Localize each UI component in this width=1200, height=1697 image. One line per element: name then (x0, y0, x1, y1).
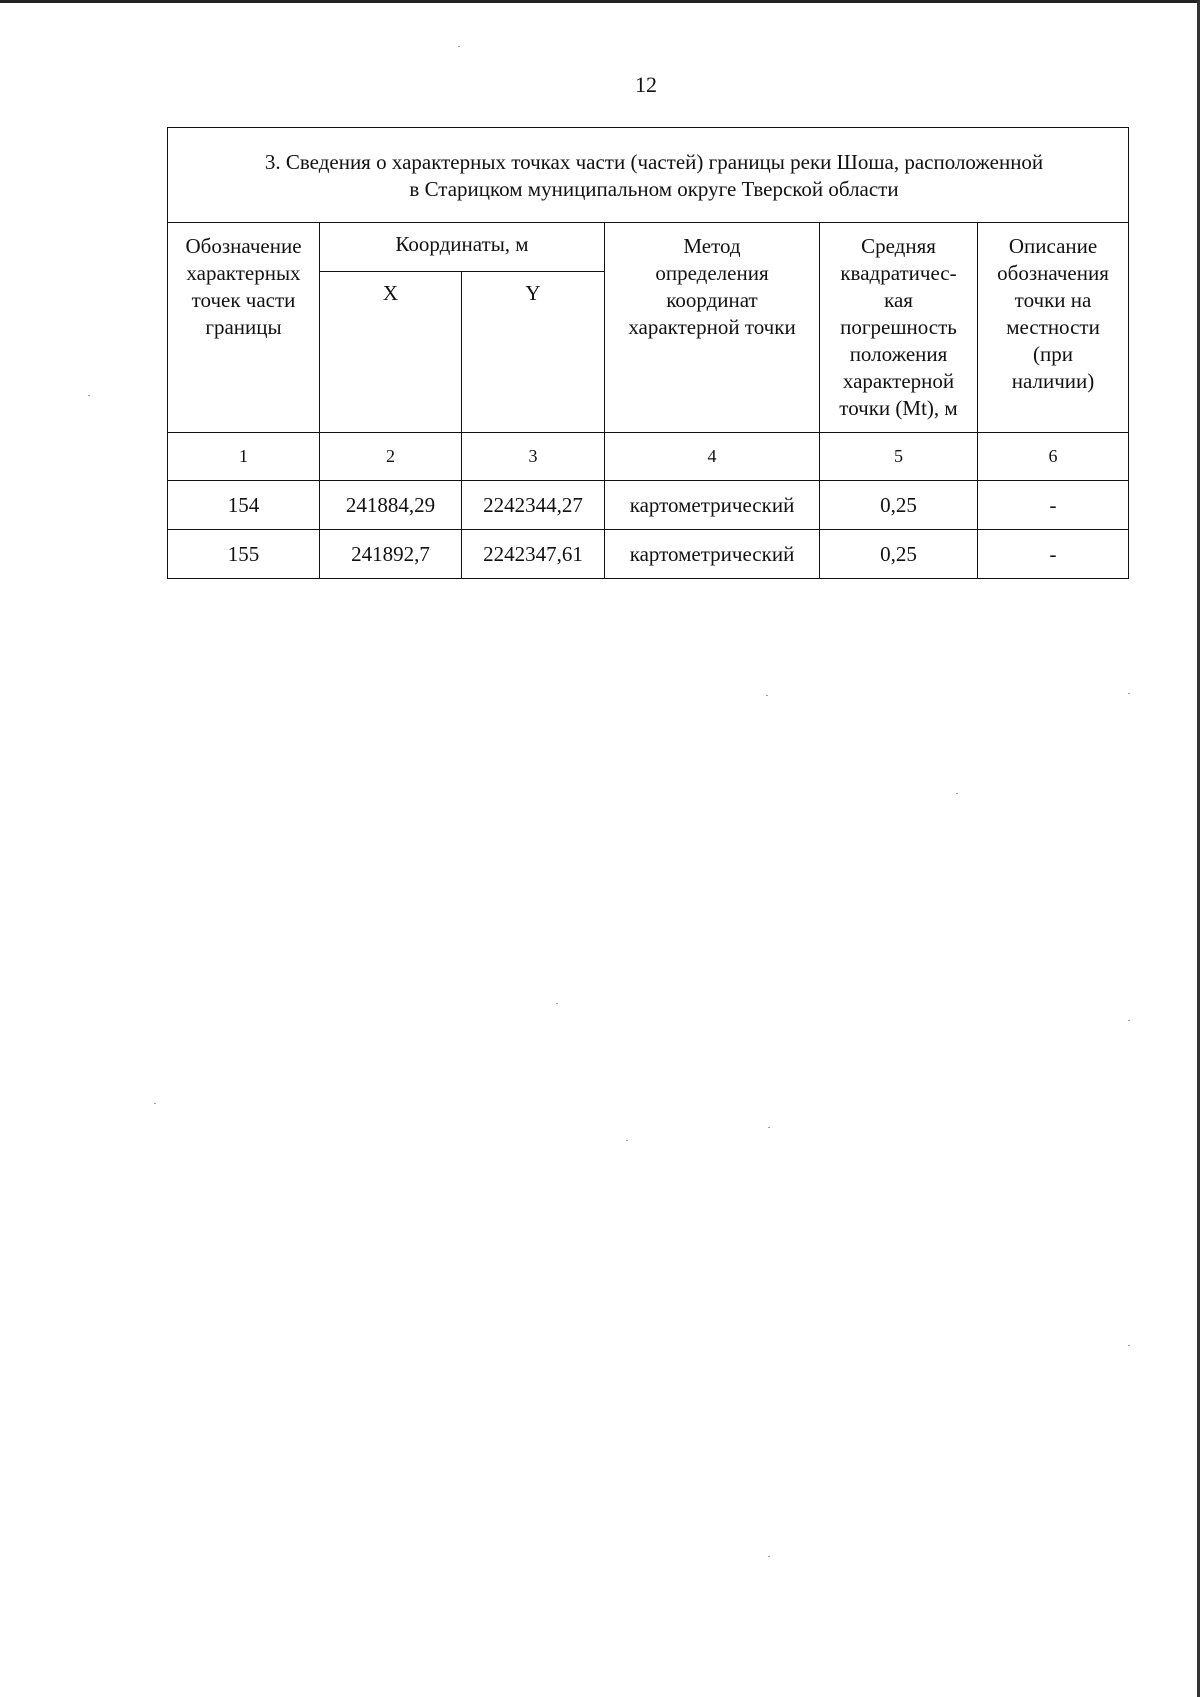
header-method (605, 223, 820, 433)
column-number: 6 (978, 433, 1129, 481)
cell-x: 241884,29 (320, 481, 462, 530)
header-error (820, 223, 978, 433)
header-error-line: погрешность (840, 315, 957, 339)
header-point-label-line: Обозначение (185, 234, 302, 258)
scan-speck (1128, 1345, 1130, 1346)
header-x: X (320, 272, 462, 433)
boundary-points-table (167, 127, 1129, 579)
cell-description: - (978, 481, 1129, 530)
scan-speck (458, 46, 460, 47)
header-method-line: координат (666, 288, 758, 312)
cell-description: - (978, 530, 1129, 579)
column-number: 1 (168, 433, 320, 481)
column-number: 2 (320, 433, 462, 481)
scan-speck (556, 1003, 558, 1004)
scan-edge-top (0, 0, 1200, 3)
scan-speck (768, 1127, 770, 1128)
header-row-1 (168, 223, 1129, 272)
header-point-label-line: точек части (191, 288, 296, 312)
scan-speck (768, 1556, 770, 1557)
header-description (978, 223, 1129, 433)
header-error-line: кая (884, 288, 913, 312)
header-error-line: точки (Mt), м (839, 396, 958, 420)
scan-speck (766, 695, 768, 696)
header-description-line: местности (1006, 315, 1100, 339)
cell-x: 241892,7 (320, 530, 462, 579)
scan-speck (88, 395, 90, 396)
column-number: 5 (820, 433, 978, 481)
header-coordinates: Координаты, м (320, 223, 605, 272)
header-description-line: точки на (1014, 288, 1092, 312)
header-description-line: Описание (1008, 234, 1098, 258)
boundary-points-table-wrapper (167, 127, 1128, 579)
header-description-line: обозначения (997, 261, 1109, 285)
header-method-line: Метод (683, 234, 741, 258)
scan-speck (626, 1140, 628, 1141)
column-number-row (168, 433, 1129, 481)
header-error-line: квадратичес- (840, 261, 957, 285)
header-y: Y (462, 272, 605, 433)
scan-speck (1128, 1020, 1130, 1021)
cell-y: 2242347,61 (462, 530, 605, 579)
column-number: 3 (462, 433, 605, 481)
cell-error: 0,25 (820, 481, 978, 530)
caption-line-2: в Старицком муниципальном округе Тверской области (409, 177, 899, 201)
header-error-line: характерной (842, 369, 955, 393)
header-method-line: определения (655, 261, 769, 285)
header-point-label-line: границы (205, 315, 282, 339)
header-description-line: (при (1033, 342, 1073, 366)
cell-point: 154 (168, 481, 320, 530)
caption-line-1: 3. Сведения о характерных точках части (частей) границы реки Шоша, расположенной (264, 150, 1044, 174)
cell-point: 155 (168, 530, 320, 579)
header-description-line: наличии) (1011, 369, 1095, 393)
column-number: 4 (605, 433, 820, 481)
cell-error: 0,25 (820, 530, 978, 579)
header-error-line: Средняя (861, 234, 936, 258)
cell-method: картометрический (605, 530, 820, 579)
header-point-label (168, 223, 320, 433)
header-method-line: характерной точки (628, 315, 796, 339)
scan-speck (154, 1103, 156, 1104)
page-number: 12 (635, 72, 657, 97)
table-caption (168, 128, 1129, 223)
header-point-label-line: характерных (186, 261, 301, 285)
cell-method: картометрический (605, 481, 820, 530)
table-row (168, 481, 1129, 530)
table-caption-row (168, 128, 1129, 223)
scan-speck (956, 793, 958, 794)
header-error-line: положения (849, 342, 948, 366)
scan-speck (1128, 693, 1130, 694)
table-row (168, 530, 1129, 579)
cell-y: 2242344,27 (462, 481, 605, 530)
